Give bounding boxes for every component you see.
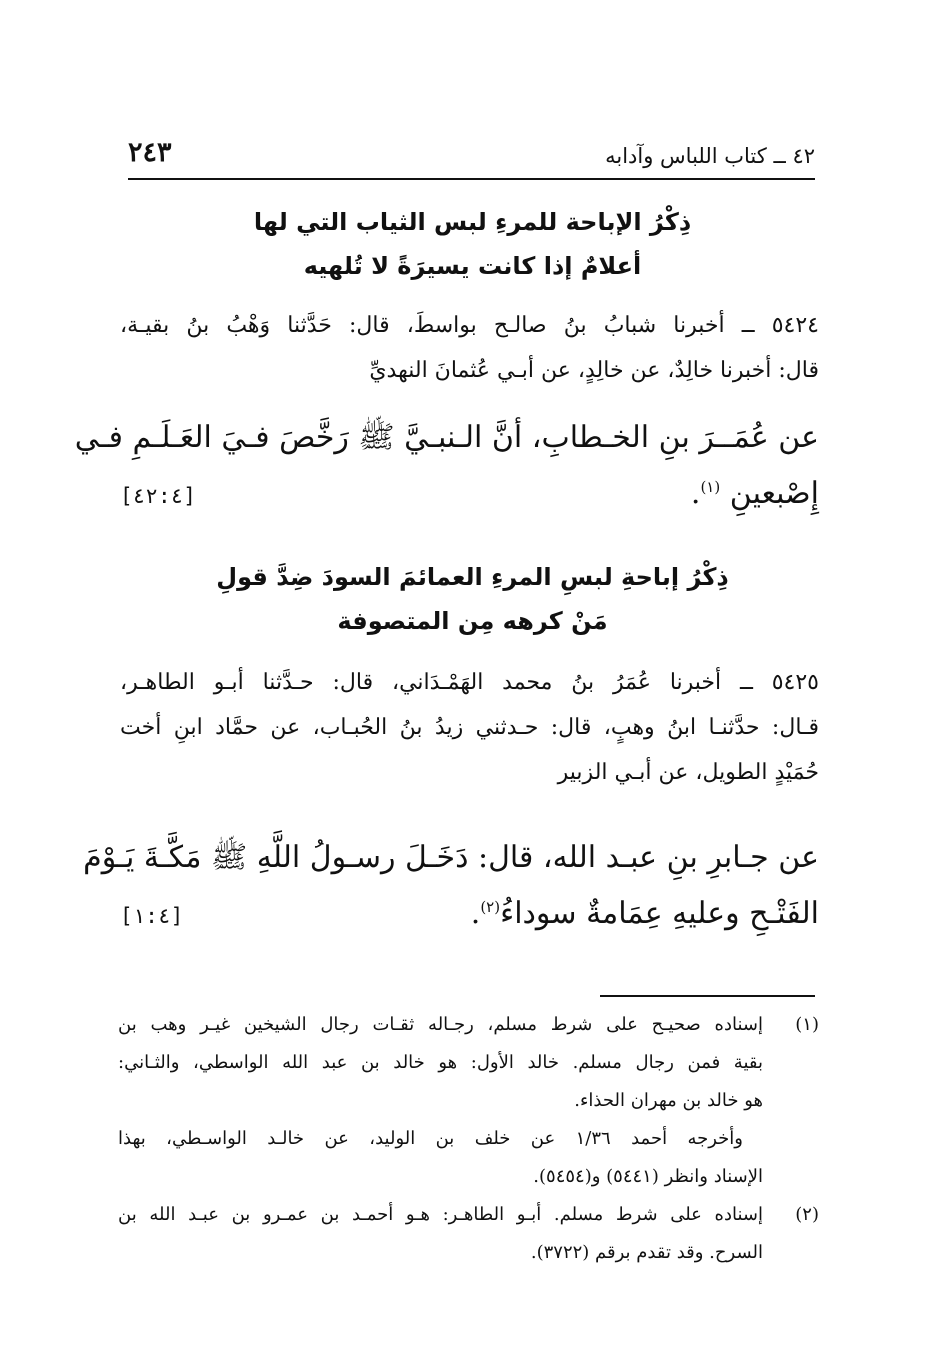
footnote-line: إسناده صحيـح على شرط مسلم، رجـاله ثقـات رجال الشيخين غيـر وهب بن	[118, 1014, 763, 1035]
footnote-rule	[600, 995, 815, 997]
hadith-reference: [١:٤]	[120, 904, 184, 928]
isnad-line: ٥٤٢٥ ــ أخبرنا عُمَرُ بنُ محمد الهَمْـدَاني، قال: حـدَّثنا أبـو الطاهـر،	[120, 670, 819, 695]
heading-line: ذِكْرُ الإباحة للمرءِ لبس الثياب التي لها	[253, 208, 692, 236]
matn-line-last	[120, 886, 819, 944]
header-rule	[128, 178, 815, 180]
footnote-line: وأخرجه أحمد ١/٣٦ عن خلف بن الوليد، عن خالـد الواسـطي، بهذا	[118, 1128, 743, 1149]
heading-line: ذِكْرُ إباحةِ لبسِ المرءِ العمائمَ السودَ ضِدَّ قولِ	[216, 563, 729, 591]
footnote-number: (١)	[795, 1014, 819, 1035]
footnote-number: (٢)	[795, 1204, 819, 1225]
period: .	[470, 896, 481, 931]
matn-line: عن جـابرِ بنِ عبـد الله، قال: دَخَـلَ رسـولُ اللَّهِ ﷺ مَكَّـةَ يَـوْمَ	[83, 840, 819, 875]
isnad-line: قـال: حدَّثنـا ابنُ وهبٍ، قال: حـدثني زيدُ بنُ الحُبـاب، عن حمَّاد ابنِ أخت	[120, 715, 819, 740]
hadith-reference: [٤٢:٤]	[120, 484, 196, 508]
page-header	[128, 128, 815, 168]
matn-line: عن عُمَــرَ بنِ الخـطابِ، أنَّ الـنبـيَّ ﷺ رَخَّصَ فـيَ العَـلَـمِ فـي	[74, 420, 819, 455]
page-number: ٢٤٣	[128, 137, 172, 168]
footnote-1	[118, 1006, 819, 1196]
footnote-line: السرح. وقد تقدم برقم (٣٧٢٢).	[530, 1242, 763, 1263]
footnote-2	[118, 1196, 819, 1272]
isnad-line: حُمَيْدٍ الطويل، عن أبـي الزبير	[557, 760, 819, 785]
hadith-5425-matn	[83, 830, 819, 944]
footnote-line: هو خالد بن مهران الحذاء.	[574, 1090, 763, 1111]
heading-line: مَنْ كرهه مِن المتصوفة	[337, 607, 608, 635]
chapter-heading-1	[140, 200, 805, 288]
footnote-line: بقية فمن رجال مسلم. خالد الأول: هو خالد بن عبد الله الواسطي، والثـاني:	[118, 1052, 763, 1073]
footnote-marker: (٢)	[480, 898, 501, 916]
chapter-heading-2	[140, 555, 805, 643]
hadith-5424-matn	[74, 410, 819, 524]
isnad-line: قال: أخبرنا خالِدٌ، عن خالِدٍ، عن أبـي عُثمانَ النهديِّ	[369, 358, 819, 383]
matn-text-end: الفَتْـحِ وعليهِ عِمَامةٌ سوداءُ	[500, 896, 819, 931]
footnotes	[118, 1006, 819, 1272]
period: .	[690, 476, 701, 511]
matn-line-last	[120, 466, 819, 524]
hadith-5425-isnad	[120, 660, 819, 795]
footnote-marker: (١)	[700, 478, 721, 496]
running-title: ٤٢ ــ كتاب اللباس وآدابه	[605, 144, 815, 168]
footnote-line: الإسناد وانظر (٥٤٤١) و(٥٤٥٤).	[533, 1166, 763, 1187]
heading-line: أعلامٌ إذا كانت يسيرَةً لا تُلهيه	[303, 252, 642, 280]
footnote-line: إسناده على شرط مسلم. أبـو الطاهـر: هـو أحمـد بن عمـرو بن عبـد الله بن	[118, 1204, 763, 1225]
matn-text	[471, 886, 819, 942]
hadith-5424-isnad	[120, 303, 819, 393]
isnad-line: ٥٤٢٤ ــ أخبرنا شبابُ بنُ صالـح بواسطَ، قال: حَدَّثنا وَهْبُ بنُ بقيـة،	[120, 313, 819, 338]
matn-text-end: إِصْبعينِ	[729, 476, 819, 511]
matn-text	[691, 466, 819, 522]
